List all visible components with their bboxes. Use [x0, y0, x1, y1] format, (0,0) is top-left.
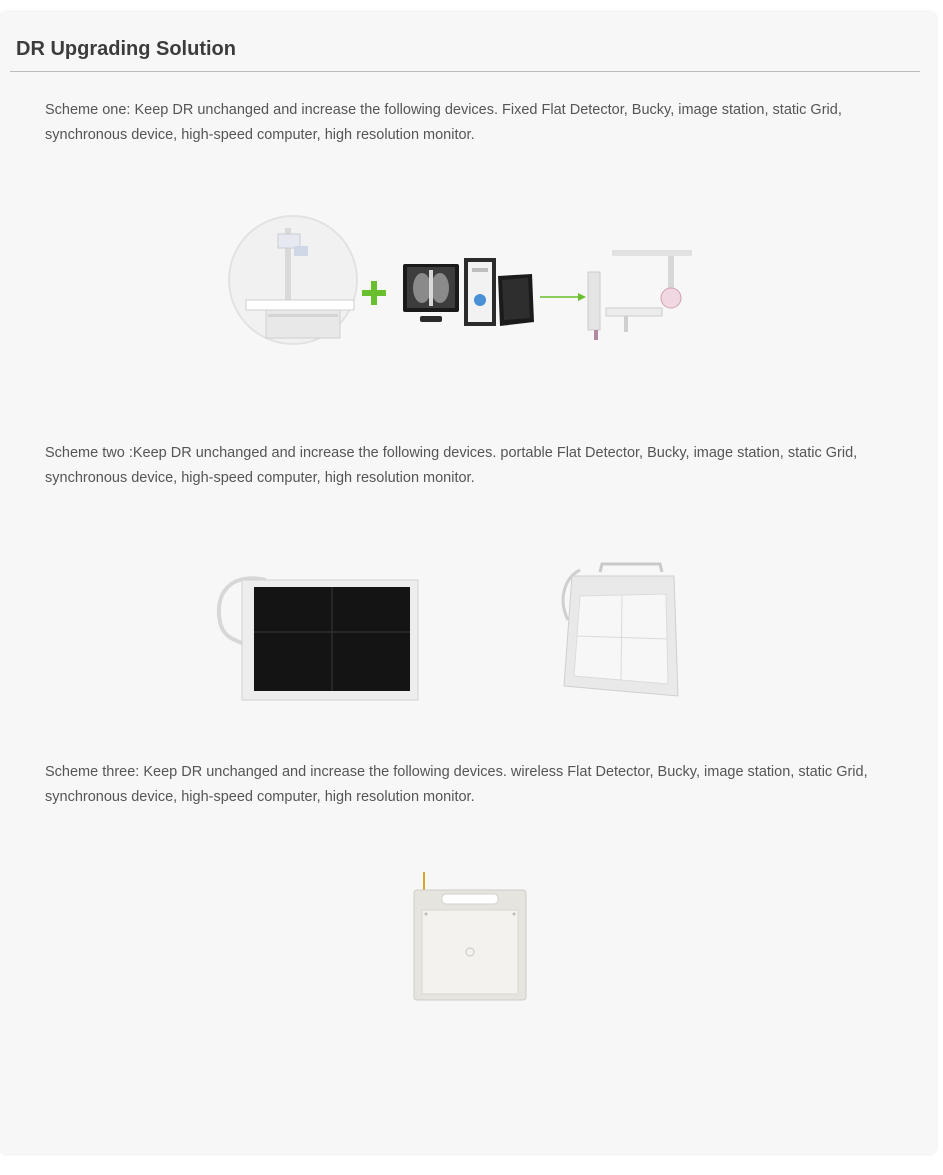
- scheme-three-text: [45, 760, 905, 810]
- scheme-three-line2: synchronous device, high-speed computer, high resolution monitor.: [45, 789, 475, 805]
- scheme-one-text: [45, 98, 905, 148]
- arrow-icon: [540, 293, 586, 301]
- scheme-two-text: [45, 441, 905, 491]
- computer-tower-image: [464, 258, 496, 326]
- page-title: DR Upgrading Solution: [16, 38, 236, 60]
- ceiling-dr-system-image: [588, 250, 692, 340]
- portable-flat-detector-image: [556, 560, 686, 710]
- scheme-one-line2: synchronous device, high-speed computer, high resolution monitor.: [45, 127, 475, 143]
- wired-flat-detector-image: [212, 562, 422, 707]
- display-monitor-image: [498, 274, 534, 326]
- wireless-flat-detector-image: [408, 870, 533, 1005]
- scheme-two-line1: Scheme two :Keep DR unchanged and increase the following devices. portable Flat Detector, Bucky, image station, static Grid,: [45, 445, 858, 461]
- plus-icon: [362, 281, 386, 305]
- content-card: [0, 12, 936, 1154]
- scheme-one-line1: Scheme one: Keep DR unchanged and increase the following devices. Fixed Flat Detector, Bucky, image station, static Grid,: [45, 102, 842, 118]
- scheme-one-illustration: [228, 212, 698, 362]
- xray-monitor-image: [403, 264, 459, 322]
- dr-system-photo: [229, 216, 357, 344]
- scheme-two-line2: synchronous device, high-speed computer, high resolution monitor.: [45, 470, 475, 486]
- title-divider: [10, 71, 920, 72]
- scheme-three-line1: Scheme three: Keep DR unchanged and increase the following devices. wireless Flat Detector, Bucky, image station, static Grid,: [45, 764, 868, 780]
